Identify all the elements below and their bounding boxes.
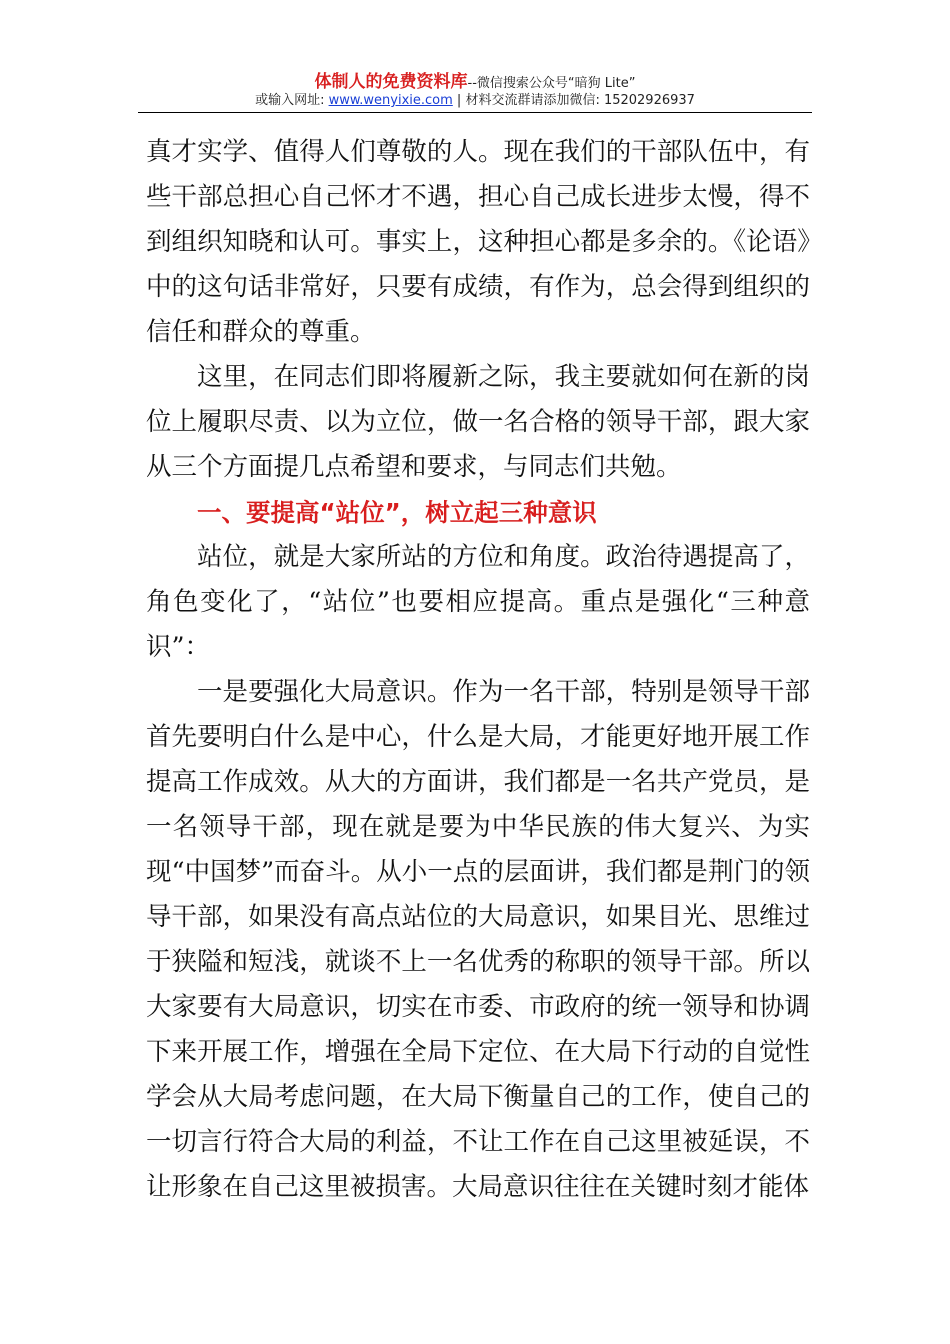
header-divider	[138, 112, 812, 113]
brand-title: 体制人的免费资料库	[314, 72, 468, 92]
website-link[interactable]: www.wenyixie.com	[328, 93, 453, 108]
wechat-contact: | 材料交流群请添加微信: 15202926937	[452, 93, 695, 108]
paragraph-3: 站位，就是大家所站的方位和角度。政治待遇提高了，角色变化了，“站位”也要相应提高。重点是强化“三种意识”：	[146, 542, 810, 662]
paragraph-1: 真才实学、值得人们尊敬的人。现在我们的干部队伍中，有些干部总担心自己怀才不遇，担心自己成长进步太慢，得不到组织知晓和认可。事实上，这种担心都是多余的。《论语》中的这句话非常好，只要有成绩，有作为，总会得到组织的信任和群众的尊重。	[146, 137, 810, 347]
paragraph-2: 这里，在同志们即将履新之际，我主要就如何在新的岗位上履职尽责、以为立位，做一名合格的领导干部，跟大家从三个方面提几点希望和要求，与同志们共勉。	[146, 362, 810, 482]
section-heading-1: 一、要提高“站位”，树立起三种意识	[197, 498, 597, 527]
brand-note: --微信搜索公众号“暗狗 Lite”	[467, 76, 636, 91]
paragraph-4: 一是要强化大局意识。作为一名干部，特别是领导干部首先要明白什么是中心，什么是大局，才能更好地开展工作提高工作成效。从大的方面讲，我们都是一名共产党员，是一名领导干部，现在就是要为中华民族的伟大复兴、为实现“中国梦”而奋斗。从小一点的层面讲，我们都是荆门的领导干部，如果没有高点站位的大局意识，如果目光、思维过于狭隘和短浅，就谈不上一名优秀的称职的领导干部。所以大家要有大局意识，切实在市委、市政府的统一领导和协调下来开展工作，增强在全局下定位、在大局下行动的自觉性学会从大局考虑问题，在大局下衡量自己的工作，使自己的一切言行符合大局的利益，不让工作在自己这里被延误，不让形象在自己这里被损害。大局意识往往在关键时刻才能体	[146, 677, 810, 1202]
document-body	[146, 130, 810, 1210]
brand-line	[0, 73, 950, 93]
url-prefix: 或输入网址:	[255, 93, 329, 108]
contact-line	[0, 92, 950, 109]
